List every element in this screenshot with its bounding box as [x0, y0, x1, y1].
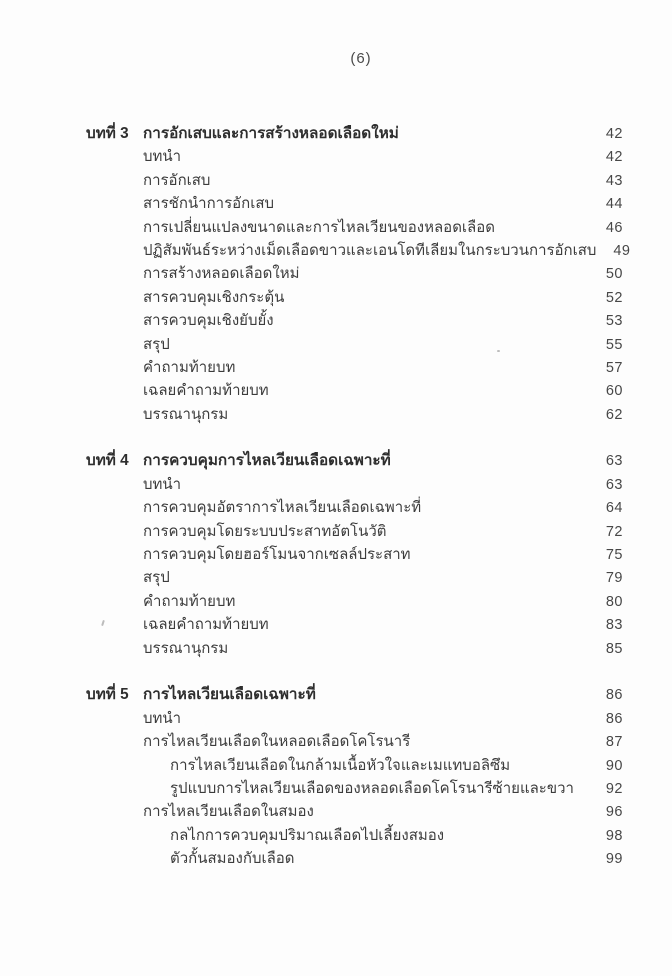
- page-number: 42: [605, 126, 623, 142]
- toc-item-row: [86, 145, 623, 168]
- page-number: 64: [605, 500, 623, 517]
- toc-item-label: การควบคุมโดยฮอร์โมนจากเซลล์ประสาท: [143, 546, 411, 564]
- toc-item-row: [86, 496, 623, 519]
- toc-item-row: [86, 754, 623, 777]
- toc-item-row: [86, 566, 623, 589]
- toc-item-label: บทนำ: [143, 148, 182, 166]
- toc-item-label: การเปลี่ยนแปลงขนาดและการไหลเวียนของหลอดเลือด: [143, 218, 496, 236]
- toc-item-label: การไหลเวียนเลือดในหลอดเลือดโคโรนารี: [143, 733, 411, 751]
- chapter-number-label: บทที่ 5: [86, 686, 129, 704]
- toc-item-label: สารควบคุมเชิงยับยั้ง: [143, 312, 274, 330]
- page-number: 42: [605, 149, 623, 166]
- toc-item-row: [86, 800, 623, 823]
- toc-item-row: [86, 356, 623, 379]
- page-number: 62: [605, 406, 623, 423]
- toc-item-row: [86, 707, 623, 730]
- page-number: 60: [605, 383, 623, 400]
- toc-item-label: ปฏิสัมพันธ์ระหว่างเม็ดเลือดขาวและเอนโดทีเลียมในกระบวนการอักเสบ: [143, 241, 597, 259]
- toc-item-label: บทนำ: [143, 709, 182, 727]
- toc-item-row: [86, 613, 623, 636]
- page-number-header: (6): [350, 50, 372, 67]
- toc-item-label: การอักเสบ: [143, 171, 211, 189]
- page-number: 53: [605, 313, 623, 330]
- page-number: 43: [605, 172, 623, 189]
- toc-item-label: สารควบคุมเชิงกระตุ้น: [143, 288, 285, 306]
- toc-item-row: [86, 730, 623, 753]
- chapter-title: การควบคุมการไหลเวียนเลือดเฉพาะที่: [143, 452, 391, 470]
- toc-item-label: กลไกการควบคุมปริมาณเลือดไปเลี้ยงสมอง: [170, 826, 445, 844]
- page-number: 90: [605, 757, 623, 774]
- page-number: 52: [605, 289, 623, 306]
- toc-section: [86, 449, 623, 660]
- chapter-title: การอักเสบและการสร้างหลอดเลือดใหม่: [143, 125, 399, 142]
- page-number: 85: [605, 640, 623, 657]
- page-number: 80: [605, 593, 623, 610]
- page-number: 44: [605, 196, 623, 213]
- toc-item-row: [86, 403, 623, 426]
- page-number: 83: [605, 617, 623, 634]
- chapter-title: การไหลเวียนเลือดเฉพาะที่: [143, 686, 316, 704]
- toc-item-label: บรรณานุกรม: [143, 639, 229, 657]
- toc-chapter-row: [86, 449, 623, 472]
- toc-item-label: บทนำ: [143, 475, 182, 493]
- toc-item-label: บรรณานุกรม: [143, 405, 229, 423]
- toc-item-label: รูปแบบการไหลเวียนเลือดของหลอดเลือดโคโรนารีซ้ายและขวา: [170, 779, 574, 797]
- page-number: 75: [605, 547, 623, 564]
- toc-item-row: [86, 543, 623, 566]
- page-number: 98: [605, 827, 623, 844]
- page-number: 50: [605, 266, 623, 283]
- toc-section: [86, 683, 623, 870]
- page-number: 92: [605, 780, 623, 797]
- toc-item-row: [86, 216, 623, 239]
- toc-item-label: การควบคุมโดยระบบประสาทอัตโนวัติ: [143, 522, 387, 540]
- toc-item-row: [86, 262, 623, 285]
- toc-item-row: [86, 590, 623, 613]
- chapter-number-label: บทที่ 3: [86, 125, 129, 142]
- toc-item-label: คำถามท้ายบท: [143, 592, 236, 610]
- toc-item-row: [86, 520, 623, 543]
- page-number: 72: [605, 523, 623, 540]
- page-number: 86: [605, 687, 623, 704]
- toc-item-row: [86, 473, 623, 496]
- toc-item-row: [86, 333, 623, 356]
- page-number: 96: [605, 804, 623, 821]
- scan-speck: [497, 350, 500, 352]
- toc-item-label: สรุป: [143, 335, 170, 353]
- toc-chapter-row: [86, 683, 623, 706]
- toc-section: [86, 122, 631, 426]
- toc-item-row: [86, 239, 631, 262]
- toc-item-label: สารชักนำการอักเสบ: [143, 195, 275, 213]
- toc-item-label: เฉลยคำถามท้ายบท: [143, 382, 269, 400]
- page-number: 49: [613, 242, 631, 259]
- toc-item-row: [86, 637, 623, 660]
- toc-item-row: [86, 309, 623, 332]
- toc-item-label: คำถามท้ายบท: [143, 358, 236, 376]
- toc-item-label: การไหลเวียนเลือดในสมอง: [143, 803, 314, 821]
- page-number: 79: [605, 570, 623, 587]
- page-number: 63: [605, 476, 623, 493]
- page-number: 87: [605, 734, 623, 751]
- table-of-contents: [86, 122, 631, 871]
- toc-item-row: [86, 169, 623, 192]
- toc-item-label: สรุป: [143, 569, 170, 587]
- chapter-number-label: บทที่ 4: [86, 452, 129, 470]
- toc-item-row: [86, 777, 623, 800]
- page-number: 63: [605, 453, 623, 470]
- page-number: 55: [605, 336, 623, 353]
- toc-item-row: [86, 192, 623, 215]
- toc-item-label: การสร้างหลอดเลือดใหม่: [143, 265, 300, 283]
- page-number: 86: [605, 710, 623, 727]
- toc-item-label: การไหลเวียนเลือดในกล้ามเนื้อหัวใจและเมแทบอลิซึม: [170, 756, 511, 774]
- toc-item-label: การควบคุมอัตราการไหลเวียนเลือดเฉพาะที่: [143, 499, 422, 517]
- toc-item-row: [86, 286, 623, 309]
- page-number: 99: [605, 851, 623, 868]
- toc-item-label: เฉลยคำถามท้ายบท: [143, 616, 269, 634]
- toc-item-row: [86, 379, 623, 402]
- toc-item-label: ตัวกั้นสมองกับเลือด: [170, 850, 295, 868]
- toc-item-row: [86, 824, 623, 847]
- page-number: 46: [605, 219, 623, 236]
- toc-chapter-row: [86, 122, 623, 145]
- toc-item-row: [86, 847, 623, 870]
- page-number: 57: [605, 359, 623, 376]
